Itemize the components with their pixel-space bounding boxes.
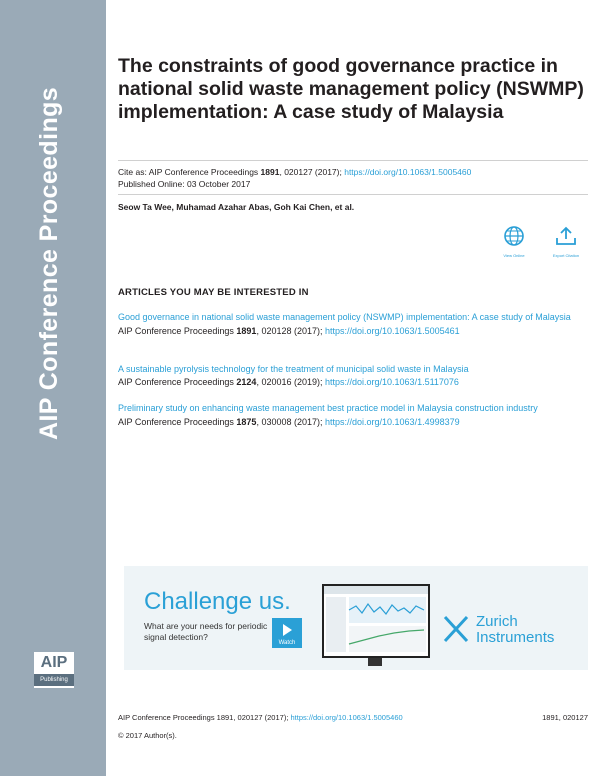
cite-rest: , 020127 (2017); bbox=[279, 167, 345, 177]
related-article bbox=[118, 311, 588, 337]
ad-watch-button[interactable] bbox=[272, 618, 302, 648]
citation-line bbox=[118, 167, 471, 178]
related-article-journal: AIP Conference Proceedings bbox=[118, 377, 237, 387]
cite-doi-link[interactable]: https://doi.org/10.1063/1.5005460 bbox=[344, 167, 472, 177]
related-article-citation bbox=[118, 325, 588, 337]
related-article-volume: 1891 bbox=[236, 326, 257, 336]
ad-monitor-stand bbox=[368, 658, 382, 666]
related-article-doi-link[interactable]: https://doi.org/10.1063/1.5117076 bbox=[325, 377, 459, 387]
play-icon bbox=[283, 624, 292, 636]
cite-prefix: Cite as: AIP Conference Proceedings bbox=[118, 167, 261, 177]
footer-citation-text: AIP Conference Proceedings 1891, 020127 (2017); bbox=[118, 713, 291, 722]
view-online-label: View Online bbox=[503, 253, 525, 258]
related-article-title-link[interactable]: A sustainable pyrolysis technology for the treatment of municipal solid waste in Malaysia bbox=[118, 364, 469, 374]
aip-publishing-logo[interactable] bbox=[34, 652, 74, 688]
related-article bbox=[118, 402, 588, 428]
related-article-pages: , 020128 (2017); bbox=[256, 326, 325, 336]
related-articles-heading: ARTICLES YOU MAY BE INTERESTED IN bbox=[118, 287, 309, 298]
journal-name: AIP Conference Proceedings bbox=[35, 86, 63, 440]
footer-copyright: © 2017 Author(s). bbox=[118, 731, 177, 740]
related-article-pages: , 020016 (2019); bbox=[256, 377, 325, 387]
related-article-pages: , 030008 (2017); bbox=[256, 417, 325, 427]
related-article-journal: AIP Conference Proceedings bbox=[118, 417, 237, 427]
related-article-citation bbox=[118, 376, 588, 388]
logo-subtext: Publishing bbox=[34, 674, 74, 686]
ad-headline: Challenge us. bbox=[144, 588, 291, 615]
ad-watch-label: Watch bbox=[278, 640, 296, 646]
view-online-button[interactable] bbox=[494, 225, 534, 258]
related-article-doi-link[interactable]: https://doi.org/10.1063/1.5005461 bbox=[325, 326, 460, 336]
published-date: Published Online: 03 October 2017 bbox=[118, 179, 251, 189]
cite-volume: 1891 bbox=[260, 167, 280, 177]
footer-page-ref: 1891, 020127 bbox=[542, 713, 588, 722]
upload-tray-icon bbox=[554, 225, 578, 247]
author-list: Seow Ta Wee, Muhamad Azahar Abas, Goh Kai Chen, et al. bbox=[118, 202, 355, 212]
export-citation-button[interactable] bbox=[546, 225, 586, 258]
related-article-title-link[interactable]: Preliminary study on enhancing waste management best practice model in Malaysia construction industry bbox=[118, 403, 538, 413]
export-citation-label: Export Citation bbox=[552, 253, 580, 258]
globe-icon bbox=[503, 225, 525, 247]
related-article-citation bbox=[118, 416, 588, 428]
footer-citation bbox=[118, 713, 403, 722]
related-article-volume: 2124 bbox=[236, 377, 257, 387]
advertisement-banner[interactable] bbox=[124, 566, 588, 670]
footer-doi-link[interactable]: https://doi.org/10.1063/1.5005460 bbox=[290, 713, 403, 722]
related-article-journal: AIP Conference Proceedings bbox=[118, 326, 237, 336]
zurich-instruments-logo-icon bbox=[442, 614, 470, 644]
logo-text: AIP bbox=[40, 654, 68, 671]
ad-question: What are your needs for periodic signal detection? bbox=[144, 621, 268, 642]
divider bbox=[118, 194, 588, 195]
article-title: The constraints of good governance practice in national solid waste management policy (NSWMP) implementation: A case study of Malaysia bbox=[118, 55, 584, 123]
related-article bbox=[118, 363, 588, 388]
ad-brand-name: Zurich Instruments bbox=[476, 613, 555, 646]
related-article-volume: 1875 bbox=[236, 417, 257, 427]
divider bbox=[118, 160, 588, 161]
related-article-doi-link[interactable]: https://doi.org/10.1063/1.4998379 bbox=[325, 417, 460, 427]
journal-sidebar bbox=[0, 0, 106, 776]
ad-monitor-image bbox=[322, 584, 430, 658]
related-article-title-link[interactable]: Good governance in national solid waste management policy (NSWMP) implementation: A case study of Malaysia bbox=[118, 312, 571, 322]
signal-screen-graphic bbox=[324, 586, 428, 656]
